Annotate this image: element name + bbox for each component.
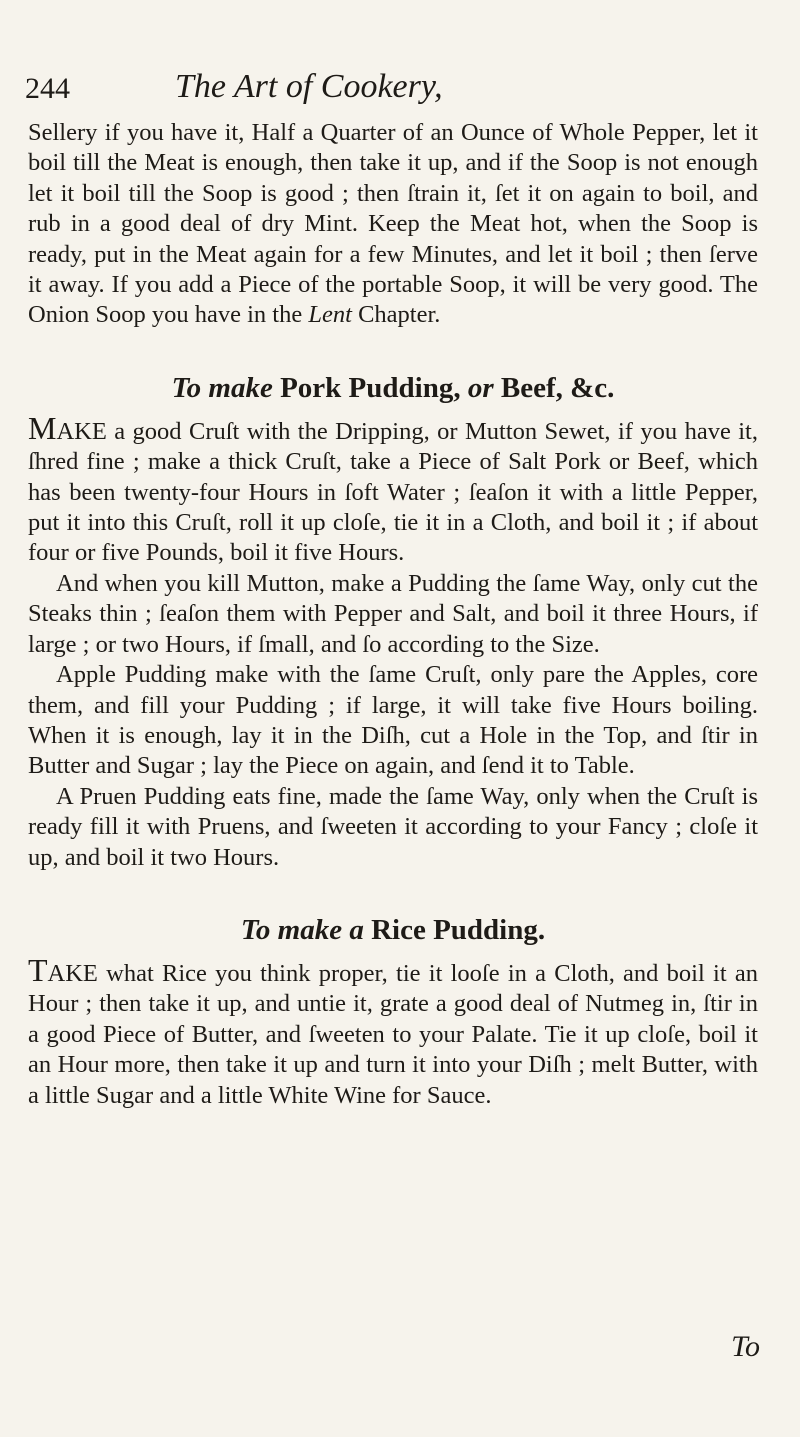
intro-paragraph — [28, 118, 758, 331]
pork-paragraph-3: Apple Pudding make with the ſame Cruſt, only pare the Apples, core them, and fill your Pudding ; if large, it will take five Hours boiling. When it is enough, lay it in the Diſh, cut a Hole in the Top, and ſtir in Butter and Sugar ; lay the Piece on again, and ſend it to Table. — [28, 661, 758, 780]
heading-pork-a: To make — [171, 371, 273, 404]
rice-paragraph-1: TAKE what Rice you think proper, tie it looſe in a Cloth, and boil it an Hour ; then take it up, and untie it, grate a good deal of Nutmeg in, ſtir in a good Piece of Butter, and ſweeten to your Palate. Tie it up cloſe, boil it an Hour more, then take it up and turn it into your Diſh ; melt Butter, with a little Sugar and a little White Wine for Sauce. — [28, 951, 758, 1109]
heading-rice-b: Rice Pudding. — [363, 913, 546, 946]
page-header — [25, 68, 765, 110]
pork-paragraph-2: And when you kill Mutton, make a Pudding the ſame Way, only cut the Steaks thin ; ſeaſon them with Pepper and Salt, and boil it three Hours, if large ; or two Hours, if ſmall, and ſo according to the Size. — [28, 569, 758, 658]
pork-paragraph-4: A Pruen Pudding eats fine, made the ſame Way, only when the Cruſt is ready fill it with Pruens, and ſweeten it according to your Fancy ; cloſe it up, and boil it two Hours. — [28, 782, 758, 871]
intro-text-b: Chapter. — [351, 301, 441, 329]
intro-text-a: Sellery if you have it, Half a Quarter of an Ounce of Whole Pepper, let it boil till the Meat is enough, then take it up, and if the Soop is not enough let it boil till the Soop is good ; then ſtrain it, ſet it on again to boil, and rub in a good deal of dry Mint. Keep the Meat hot, when the Soop is ready, put in the Meat again for a few Minutes, and let it boil ; then ſerve it away. If you add a Piece of the portable Soop, it will be very good. The Onion Soop you have in the — [28, 119, 758, 329]
pork-paragraph-1: MAKE a good Cruſt with the Dripping, or Mutton Sewet, if you have it, ſhred fine ; make a thick Cruſt, take a Piece of Salt Pork or Beef, which has been twenty-four Hours in ſoft Water ; ſeaſon it with a little Pepper, put it into this Cruſt, roll it up cloſe, tie it in a Cloth, and boil it ; if about four or five Pounds, boil it five Hours. — [28, 409, 758, 567]
heading-pork-b: Pork Pudding, — [272, 371, 468, 404]
section-heading-rice-pudding — [28, 913, 758, 947]
page-content — [28, 118, 758, 1111]
running-title: The Art of Cookery, — [175, 68, 443, 105]
catchword: To — [731, 1330, 760, 1363]
section-heading-pork-pudding — [28, 371, 758, 405]
intro-lent: Lent — [308, 301, 352, 329]
heading-pork-d: Beef, &c. — [493, 371, 615, 404]
heading-rice-a: To make a — [240, 913, 364, 946]
page-number: 244 — [25, 72, 70, 105]
heading-pork-c: or — [467, 371, 494, 404]
